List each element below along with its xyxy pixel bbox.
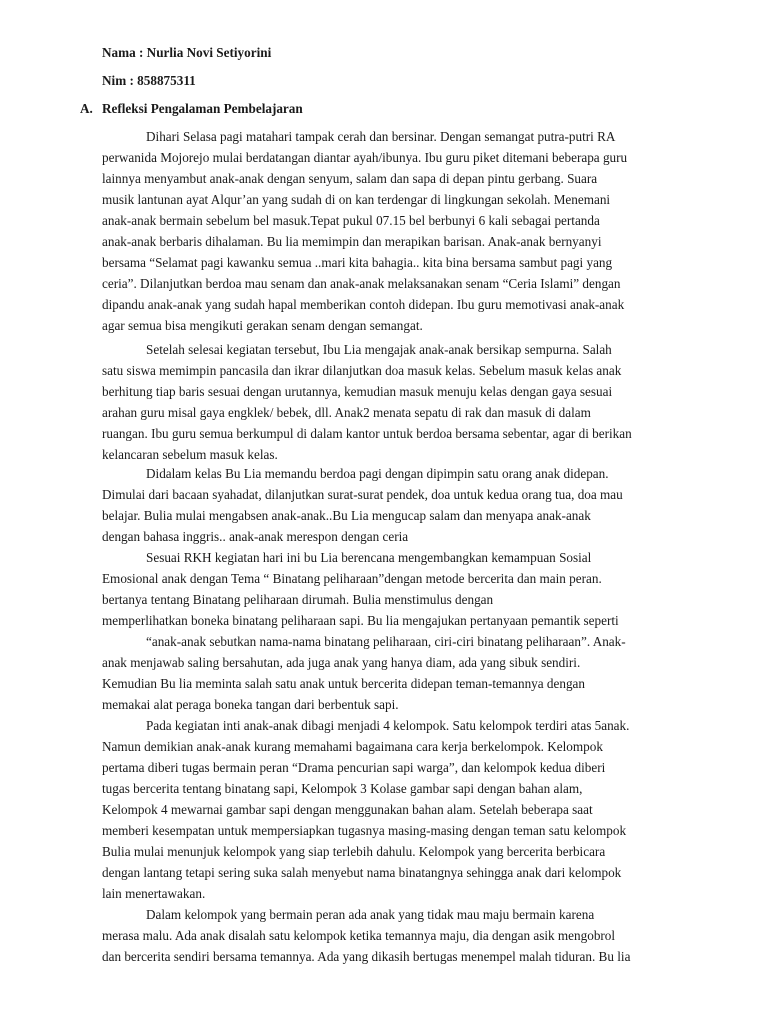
- body-line: Pada kegiatan inti anak-anak dibagi menjadi 4 kelompok. Satu kelompok terdiri atas 5anak.: [146, 718, 630, 733]
- body-line: merasa malu. Ada anak disalah satu kelompok ketika temannya maju, dia dengan asik mengobrol: [102, 928, 616, 943]
- body-line: Dihari Selasa pagi matahari tampak cerah dan bersinar. Dengan semangat putra-putri RA: [146, 129, 616, 144]
- body-line: berhitung tiap baris sesuai dengan urutannya, kemudian masuk menuju kelas dengan gaya sesuai: [102, 384, 613, 399]
- body-line: Kemudian Bu lia meminta salah satu anak untuk bercerita didepan teman-temannya dengan: [102, 676, 586, 691]
- body-line: kelancaran sebelum masuk kelas.: [102, 447, 278, 462]
- body-line: perwanida Mojorejo mulai berdatangan diantar ayah/ibunya. Ibu guru piket ditemani beberapa guru: [102, 150, 628, 165]
- body-line: belajar. Bulia mulai mengabsen anak-anak..Bu Lia mengucap salam dan menyapa anak-anak: [102, 508, 591, 523]
- body-line: arahan guru misal gaya engklek/ bebek, dll. Anak2 menata sepatu di rak dan masuk di dalam: [102, 405, 591, 420]
- body-line: Dalam kelompok yang bermain peran ada anak yang tidak mau maju bermain karena: [146, 907, 595, 922]
- section-marker: A.: [80, 101, 93, 116]
- body-line: dengan lantang tetapi sering suka salah menyebut nama binatangnya sehingga anak dari kelompok: [102, 865, 622, 880]
- body-line: tugas bercerita tentang binatang sapi, Kelompok 3 Kolase gambar sapi dengan bahan alam,: [102, 781, 583, 796]
- body-line: “anak-anak sebutkan nama-nama binatang peliharaan, ciri-ciri binatang peliharaan”. Anak-: [146, 634, 626, 649]
- body-line: lainnya menyambut anak-anak dengan senyum, salam dan sapa di depan pintu gerbang. Suara: [102, 171, 598, 186]
- body-line: memberi kesempatan untuk mempersiapkan tugasnya masing-masing dengan teman satu kelompok: [102, 823, 627, 838]
- body-line: memakai alat peraga boneka tangan dari berbentuk sapi.: [102, 697, 399, 712]
- student-nim: Nim : 858875311: [102, 73, 196, 88]
- body-line: Bulia mulai menunjuk kelompok yang siap terlebih dahulu. Kelompok yang bercerita berbicara: [102, 844, 606, 859]
- body-line: pertama diberi tugas bermain peran “Drama pencurian sapi warga”, dan kelompok kedua diberi: [102, 760, 606, 775]
- body-line: dengan bahasa inggris.. anak-anak merespon dengan ceria: [102, 529, 409, 544]
- body-line: Emosional anak dengan Tema “ Binatang peliharaan”dengan metode bercerita dan main peran.: [102, 571, 602, 586]
- body-line: Kelompok 4 mewarnai gambar sapi dengan menggunakan bahan alam. Setelah beberapa saat: [102, 802, 593, 817]
- body-line: anak menjawab saling bersahutan, ada juga anak yang hanya diam, ada yang sibuk sendiri.: [102, 655, 581, 670]
- body-line: ruangan. Ibu guru semua berkumpul di dalam kantor untuk berdoa bersama sebentar, agar di berikan: [102, 426, 632, 441]
- body-line: Didalam kelas Bu Lia memandu berdoa pagi dengan dipimpin satu orang anak didepan.: [146, 466, 609, 481]
- student-name: Nama : Nurlia Novi Setiyorini: [102, 45, 272, 60]
- body-line: Setelah selesai kegiatan tersebut, Ibu Lia mengajak anak-anak bersikap sempurna. Salah: [146, 342, 612, 357]
- body-line: Namun demikian anak-anak kurang memahami bagaimana cara kerja berkelompok. Kelompok: [102, 739, 603, 754]
- body-line: satu siswa memimpin pancasila dan ikrar dilanjutkan doa masuk kelas. Sebelum masuk kelas anak: [102, 363, 622, 378]
- body-line: bersama “Selamat pagi kawanku semua ..mari kita bahagia.. kita bina bersama sambut pagi yang: [102, 255, 613, 270]
- body-line: agar semua bisa mengikuti gerakan senam dengan semangat.: [102, 318, 423, 333]
- body-line: dan bercerita sendiri bersama temannya. Ada yang dikasih bertugas menempel malah tiduran. Bu lia: [102, 949, 631, 964]
- body-line: Sesuai RKH kegiatan hari ini bu Lia berencana mengembangkan kemampuan Sosial: [146, 550, 592, 565]
- body-line: lain menertawakan.: [102, 886, 206, 901]
- body-line: ceria”. Dilanjutkan berdoa mau senam dan anak-anak melaksanakan senam “Ceria Islami” dengan: [102, 276, 621, 291]
- body-line: musik lantunan ayat Alqur’an yang sudah di on kan terdengar di lingkungan sekolah. Menemani: [102, 192, 611, 207]
- body-line: dipandu anak-anak yang sudah hapal memberikan contoh didepan. Ibu guru memotivasi anak-anak: [102, 297, 625, 312]
- body-line: memperlihatkan boneka binatang peliharaan sapi. Bu lia mengajukan pertanyaan pemantik seperti: [102, 613, 619, 628]
- section-title: Refleksi Pengalaman Pembelajaran: [102, 101, 303, 116]
- body-line: anak-anak bermain sebelum bel masuk.Tepat pukul 07.15 bel berbunyi 6 kali sebagai pertanda: [102, 213, 600, 228]
- body-line: Dimulai dari bacaan syahadat, dilanjutkan surat-surat pendek, doa untuk kedua orang tua, doa mau: [102, 487, 623, 502]
- body-line: bertanya tentang Binatang peliharaan dirumah. Bulia menstimulus dengan: [102, 592, 494, 607]
- body-line: anak-anak berbaris dihalaman. Bu lia memimpin dan merapikan barisan. Anak-anak bernyanyi: [102, 234, 602, 249]
